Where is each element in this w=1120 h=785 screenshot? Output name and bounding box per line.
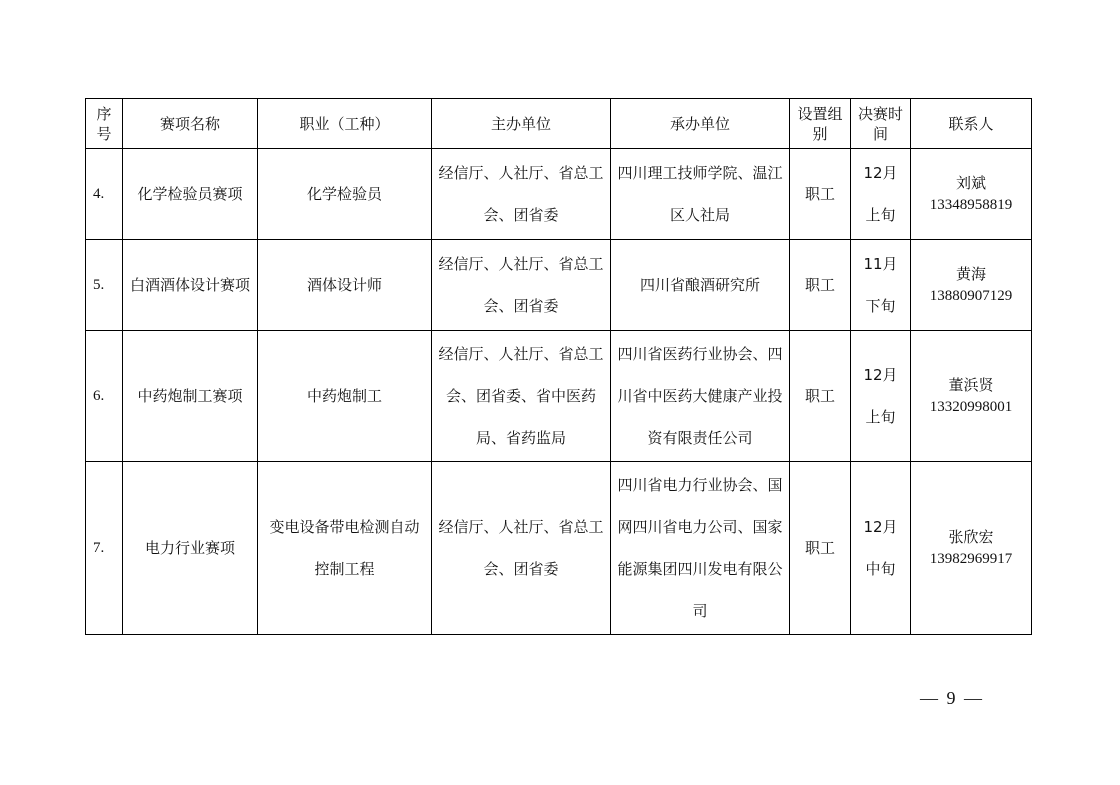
contact-phone: 13320998001	[929, 399, 1013, 415]
row-time	[851, 331, 911, 462]
row-organizer: 四川理工技师学院、温江区人社局	[611, 149, 790, 240]
row-seq: 6.	[86, 331, 123, 462]
row-time	[851, 149, 911, 240]
table-row	[86, 240, 1032, 331]
row-contact	[911, 331, 1032, 462]
row-host: 经信厅、人社厅、省总工会、团省委、省中医药局、省药监局	[432, 331, 611, 462]
row-seq: 4.	[86, 149, 123, 240]
row-organizer: 四川省医药行业协会、四川省中医药大健康产业投资有限责任公司	[611, 331, 790, 462]
row-occupation: 化学检验员	[258, 149, 432, 240]
header-occupation: 职业（工种）	[258, 99, 432, 149]
header-seq: 序号	[86, 99, 123, 149]
contact-phone: 13880907129	[929, 288, 1013, 304]
table-row	[86, 462, 1032, 635]
header-group: 设置组别	[790, 99, 851, 149]
row-contact	[911, 240, 1032, 331]
row-event: 电力行业赛项	[123, 462, 258, 635]
row-time-month: 12月	[863, 518, 898, 536]
row-contact	[911, 462, 1032, 635]
row-event: 中药炮制工赛项	[123, 331, 258, 462]
row-host: 经信厅、人社厅、省总工会、团省委	[432, 149, 611, 240]
row-group: 职工	[790, 331, 851, 462]
contact-name: 刘斌	[955, 174, 986, 192]
contact-phone: 13982969917	[929, 551, 1013, 567]
row-time-period: 中旬	[865, 560, 896, 578]
header-time: 决赛时间	[851, 99, 911, 149]
row-organizer: 四川省酿酒研究所	[611, 240, 790, 331]
row-event: 白酒酒体设计赛项	[123, 240, 258, 331]
row-seq: 7.	[86, 462, 123, 635]
header-contact: 联系人	[911, 99, 1032, 149]
header-organizer: 承办单位	[611, 99, 790, 149]
row-contact	[911, 149, 1032, 240]
row-time-period: 下旬	[865, 297, 896, 315]
contact-phone: 13348958819	[929, 197, 1013, 213]
row-host: 经信厅、人社厅、省总工会、团省委	[432, 462, 611, 635]
row-occupation: 酒体设计师	[258, 240, 432, 331]
contact-name: 董浜贤	[948, 376, 994, 394]
row-time-month: 11月	[863, 255, 898, 273]
row-time	[851, 462, 911, 635]
row-event: 化学检验员赛项	[123, 149, 258, 240]
row-group: 职工	[790, 149, 851, 240]
table-row	[86, 149, 1032, 240]
row-time-month: 12月	[863, 164, 898, 182]
row-group: 职工	[790, 462, 851, 635]
row-time-month: 12月	[863, 366, 898, 384]
row-occupation: 中药炮制工	[258, 331, 432, 462]
header-host: 主办单位	[432, 99, 611, 149]
table-row	[86, 331, 1032, 462]
row-host: 经信厅、人社厅、省总工会、团省委	[432, 240, 611, 331]
header-event: 赛项名称	[123, 99, 258, 149]
contact-name: 黄海	[955, 265, 986, 283]
row-seq: 5.	[86, 240, 123, 331]
row-group: 职工	[790, 240, 851, 331]
row-occupation: 变电设备带电检测自动控制工程	[258, 462, 432, 635]
row-time	[851, 240, 911, 331]
row-time-period: 上旬	[865, 408, 896, 426]
competition-table	[85, 98, 1032, 635]
row-time-period: 上旬	[865, 206, 896, 224]
row-organizer: 四川省电力行业协会、国网四川省电力公司、国家能源集团四川发电有限公司	[611, 462, 790, 635]
header-row	[86, 99, 1032, 149]
contact-name: 张欣宏	[948, 528, 994, 546]
page-number: — 9 —	[920, 688, 984, 708]
